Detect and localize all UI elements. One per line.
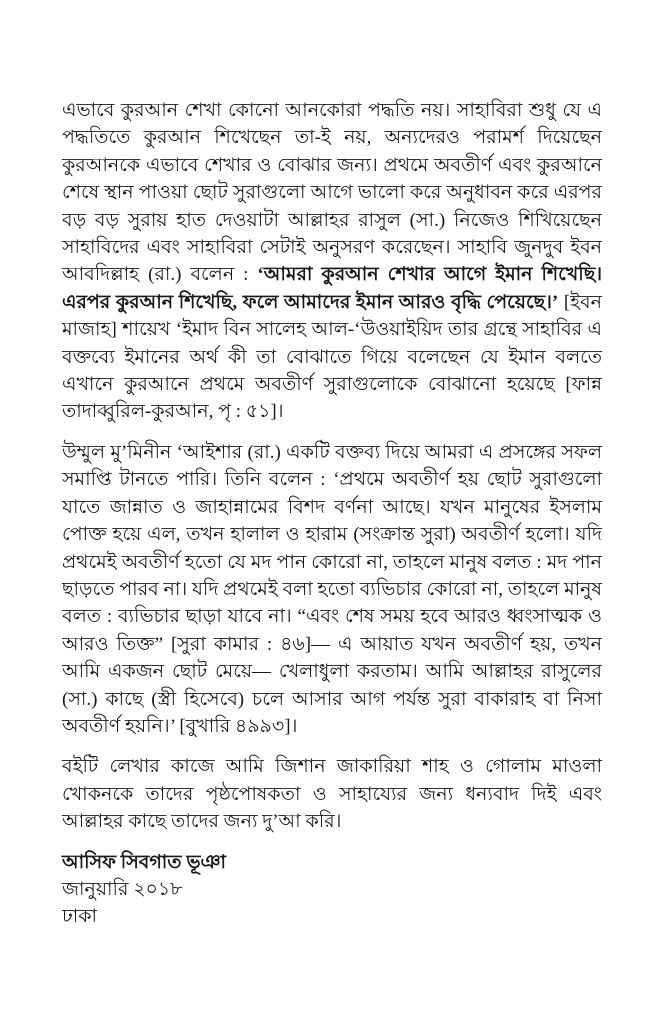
paragraph: [62, 439, 602, 740]
signature-place: ঢাকা: [62, 906, 98, 928]
text-block: [62, 97, 602, 836]
text-segment: এভাবে কুরআন শেখা কোনো আনকোরা পদ্ধতি নয়। সাহাবিরা শুধু যে এ পদ্ধতিতে কুরআন শিখেছেন তা-ই নয়, অন্যদেরও পরামর্শ দিয়েছেন কুরআনকে এভাবে শেখার ও বোঝার জন্য। প্রথমে অবতীর্ণ এবং কুরআনে শেষে স্থান পাওয়া ছোট সুরাগুলো আগে ভালো করে অনুধাবন করে এরপর বড় বড় সুরায় হাত দেওয়াটা আল্লাহর রাসুল (সা.) নিজেও শিখিয়েছেন সাহাবিদের এবং সাহাবিরা সেটাই অনুসরণ করেছেন। সাহাবি জুনদুব ইবন আবদিল্লাহ (রা.) বলেন :: [62, 100, 602, 286]
text-segment: বইটি লেখার কাজে আমি জিশান জাকারিয়া শাহ ও গোলাম মাওলা খোকনকে তাদের পৃষ্ঠপোষকতা ও সাহায্যের জন্য ধন্যবাদ দিই এবং আল্লাহর কাছে তাদের জন্য দু’আ করি।: [62, 756, 602, 833]
paragraph: [62, 753, 602, 835]
paragraph: [62, 97, 602, 426]
text-segment: [ইবন মাজাহ] শায়েখ ‘ইমাদ বিন সালেহ আল-‘উওয়াইয়িদ তার গ্রন্থে সাহাবির এ বক্তব্যে ইমানের অর্থ কী তা বোঝাতে গিয়ে বলেছেন যে ইমান বলতে এখানে কুরআনে প্রথমে অবতীর্ণ সুরাগুলোকে বোঝানো হয়েছে [ফান্ন তাদাব্বুরিল-কুরআন, পৃ : ৫১]।: [62, 291, 602, 423]
author-name: আসিফ সিবগাত ভূঞা: [62, 851, 227, 873]
bold-quote-segment: ‘আমরা কুরআন শেখার আগে ইমান শিখেছি। এরপর কুরআন শিখেছি, ফলে আমাদের ইমান আরও বৃদ্ধি পেয়েছে।’: [62, 264, 603, 313]
text-segment: উম্মুল মু’মিনীন ‘আইশার (রা.) একটি বক্তব্য দিয়ে আমরা এ প্রসঙ্গের সফল সমাপ্তি টানতে পারি। তিনি বলেন : ‘প্রথমে অবতীর্ণ হয় ছোট সুরাগুলো যাতে জান্নাত ও জাহান্নামের বিশদ বর্ণনা আছে। যখন মানুষের ইসলাম পোক্ত হয়ে এল, তখন হালাল ও হারাম (সংক্রান্ত সুরা) অবতীর্ণ হলো। যদি প্রথমেই অবতীর্ণ হতো যে মদ পান কোরো না, তাহলে মানুষ বলত : মদ পান ছাড়তে পারব না। যদি প্রথমেই বলা হতো ব্যভিচার কোরো না, তাহলে মানুষ বলত : ব্যভিচার ছাড়া যাবে না। “এবং শেষ সময় হবে আরও ধ্বংসাত্মক ও আরও তিক্ত” [সুরা কামার : ৪৬]— এ আয়াত যখন অবতীর্ণ হয়, তখন আমি একজন ছোট মেয়ে— খেলাধুলা করতাম। আমি আল্লাহর রাসুলের (সা.) কাছে (স্ত্রী হিসেবে) চলে আসার আগ পর্যন্ত সুরা বাকারাহ বা নিসা অবতীর্ণ হয়নি।’ [বুখারি ৪৯৯৩]।: [62, 441, 602, 737]
signature-block: [62, 849, 602, 931]
signature-date: জানুয়ারি ২০১৮: [62, 878, 183, 900]
